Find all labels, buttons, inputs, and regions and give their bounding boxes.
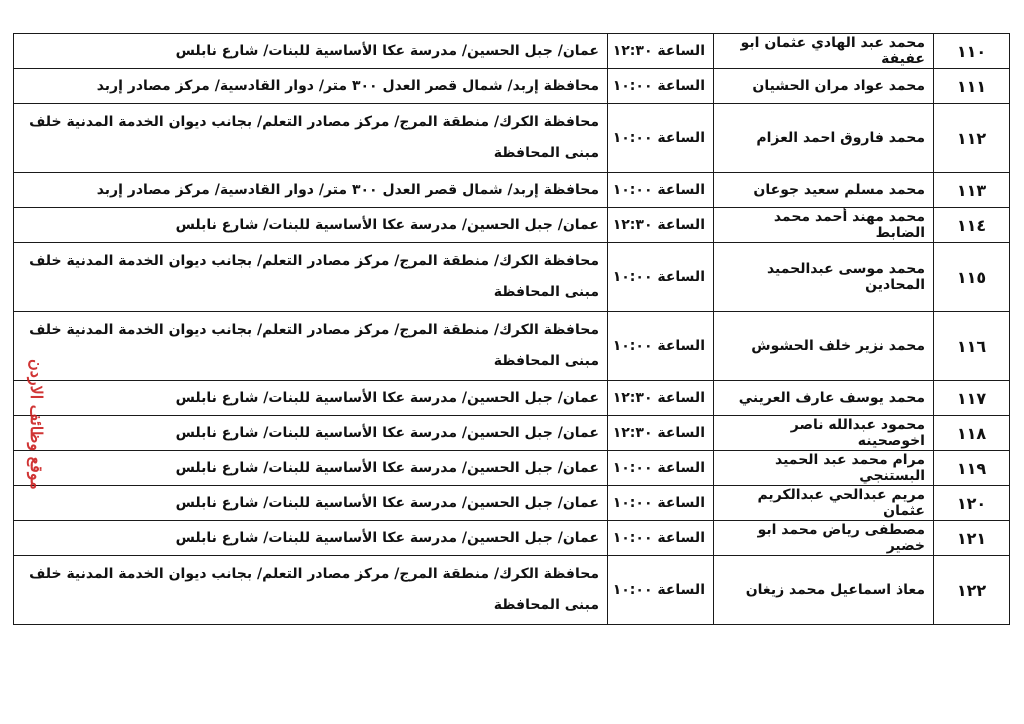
- exam-location: محافظة إربد/ شمال قصر العدل ٣٠٠ متر/ دوار القادسية/ مركز مصادر إربد: [14, 69, 608, 104]
- table-row: [14, 556, 1010, 625]
- exam-location: محافظة إربد/ شمال قصر العدل ٣٠٠ متر/ دوار القادسية/ مركز مصادر إربد: [14, 173, 608, 208]
- exam-location: محافظة الكرك/ منطقة المرج/ مركز مصادر التعلم/ بجانب ديوان الخدمة المدنية خلف مبنى المحافظة: [14, 243, 608, 312]
- exam-time: الساعة ١٠:٠٠: [608, 104, 714, 173]
- exam-time: الساعة ١٠:٠٠: [608, 521, 714, 556]
- row-number: ١٢٠: [934, 486, 1010, 521]
- row-number: ١١٥: [934, 243, 1010, 312]
- table-row: [14, 34, 1010, 69]
- table-row: [14, 312, 1010, 381]
- exam-location: عمان/ جبل الحسين/ مدرسة عكا الأساسية للبنات/ شارع نابلس: [14, 34, 608, 69]
- row-number: ١١٠: [934, 34, 1010, 69]
- exam-time: الساعة ١٢:٣٠: [608, 381, 714, 416]
- exam-location: محافظة الكرك/ منطقة المرج/ مركز مصادر التعلم/ بجانب ديوان الخدمة المدنية خلف مبنى المحافظة: [14, 556, 608, 625]
- candidate-name: مصطفى رياض محمد ابو خضير: [714, 521, 934, 556]
- row-number: ١٢١: [934, 521, 1010, 556]
- candidate-name: معاذ اسماعيل محمد زيغان: [714, 556, 934, 625]
- exam-time: الساعة ١٢:٣٠: [608, 208, 714, 243]
- table-row: [14, 486, 1010, 521]
- exam-time: الساعة ١٠:٠٠: [608, 173, 714, 208]
- exam-location: عمان/ جبل الحسين/ مدرسة عكا الأساسية للبنات/ شارع نابلس: [14, 521, 608, 556]
- row-number: ١١٧: [934, 381, 1010, 416]
- table-row: [14, 521, 1010, 556]
- candidate-name: محمد يوسف عارف العريني: [714, 381, 934, 416]
- candidate-name: محمد عواد مران الحشيان: [714, 69, 934, 104]
- exam-location: عمان/ جبل الحسين/ مدرسة عكا الأساسية للبنات/ شارع نابلس: [14, 416, 608, 451]
- exam-time: الساعة ١٠:٠٠: [608, 451, 714, 486]
- row-number: ١١٦: [934, 312, 1010, 381]
- candidate-name: محمود عبدالله ناصر اخوصحينه: [714, 416, 934, 451]
- row-number: ١١٩: [934, 451, 1010, 486]
- table-row: [14, 173, 1010, 208]
- candidate-name: محمد نزير خلف الحشوش: [714, 312, 934, 381]
- candidate-name: محمد فاروق احمد العزام: [714, 104, 934, 173]
- exam-time: الساعة ١٠:٠٠: [608, 556, 714, 625]
- exam-location: محافظة الكرك/ منطقة المرج/ مركز مصادر التعلم/ بجانب ديوان الخدمة المدنية خلف مبنى المحافظة: [14, 312, 608, 381]
- exam-time: الساعة ١٢:٣٠: [608, 34, 714, 69]
- candidate-name: مريم عبدالحي عبدالكريم عثمان: [714, 486, 934, 521]
- table-row: [14, 243, 1010, 312]
- table-row: [14, 69, 1010, 104]
- exam-schedule-table: [13, 33, 1010, 625]
- exam-location: عمان/ جبل الحسين/ مدرسة عكا الأساسية للبنات/ شارع نابلس: [14, 381, 608, 416]
- row-number: ١١٣: [934, 173, 1010, 208]
- site-watermark: موقع وظائف الاردن: [27, 359, 46, 490]
- table-row: [14, 104, 1010, 173]
- exam-time: الساعة ١٠:٠٠: [608, 486, 714, 521]
- exam-location: عمان/ جبل الحسين/ مدرسة عكا الأساسية للبنات/ شارع نابلس: [14, 208, 608, 243]
- candidate-name: محمد مسلم سعيد جوعان: [714, 173, 934, 208]
- exam-location: عمان/ جبل الحسين/ مدرسة عكا الأساسية للبنات/ شارع نابلس: [14, 486, 608, 521]
- exam-location: عمان/ جبل الحسين/ مدرسة عكا الأساسية للبنات/ شارع نابلس: [14, 451, 608, 486]
- exam-time: الساعة ١٠:٠٠: [608, 312, 714, 381]
- exam-time: الساعة ١٢:٣٠: [608, 416, 714, 451]
- table-row: [14, 381, 1010, 416]
- exam-time: الساعة ١٠:٠٠: [608, 69, 714, 104]
- candidate-name: مرام محمد عبد الحميد البستنجي: [714, 451, 934, 486]
- candidate-name: محمد مهند أحمد محمد الضابط: [714, 208, 934, 243]
- candidate-name: محمد موسى عبدالحميد المحادين: [714, 243, 934, 312]
- table-row: [14, 416, 1010, 451]
- table-body: [14, 34, 1010, 625]
- row-number: ١١٢: [934, 104, 1010, 173]
- table-row: [14, 451, 1010, 486]
- table-row: [14, 208, 1010, 243]
- row-number: ١١٨: [934, 416, 1010, 451]
- row-number: ١١١: [934, 69, 1010, 104]
- exam-location: محافظة الكرك/ منطقة المرج/ مركز مصادر التعلم/ بجانب ديوان الخدمة المدنية خلف مبنى المحافظة: [14, 104, 608, 173]
- candidate-name: محمد عبد الهادي عثمان ابو عفيفة: [714, 34, 934, 69]
- row-number: ١٢٢: [934, 556, 1010, 625]
- row-number: ١١٤: [934, 208, 1010, 243]
- exam-time: الساعة ١٠:٠٠: [608, 243, 714, 312]
